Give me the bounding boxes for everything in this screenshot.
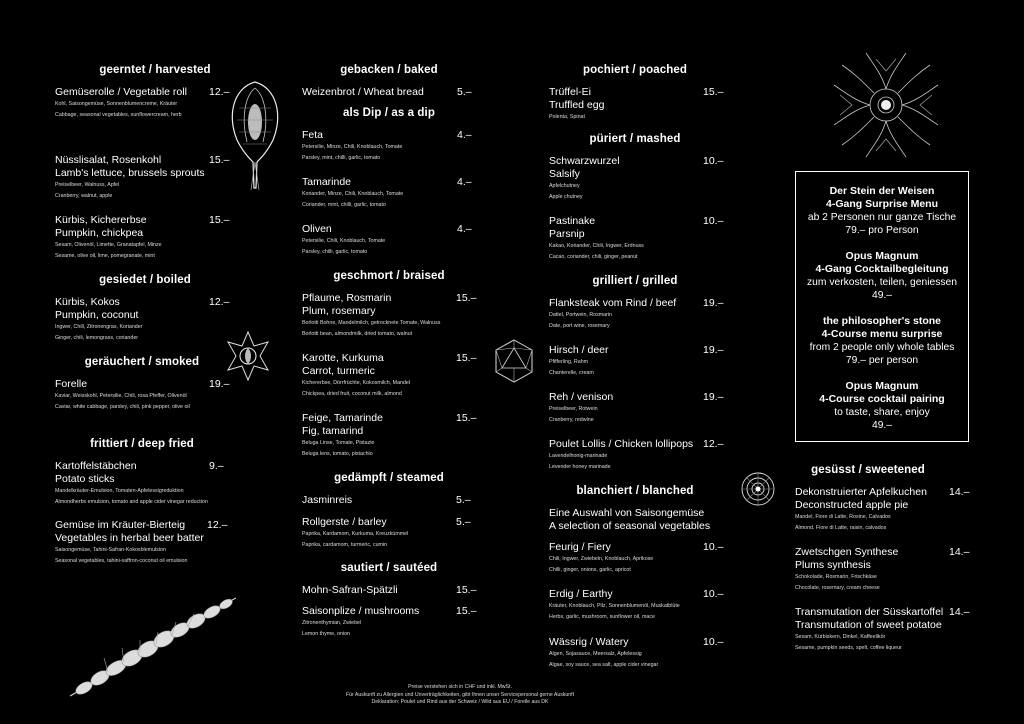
menu-item: Gemüse im Kräuter-Bierteig Vegetables in herbal beer batter Saisongemüse, Tahini-Safran-Kokosblemulsion Seasonal vegetables, tahini-saffron-coconut oil emulsion 12.– <box>55 519 228 564</box>
section-title-deep-fried: frittiert / deep fried <box>90 438 194 450</box>
price: 15.– <box>703 86 724 98</box>
menu-item: Nüsslisalat, Rosenkohl Lamb's lettuce, brussels sprouts Preiselbeer, Walnuss, Apfel Cranberry, walnut, apple 15.– <box>55 154 230 199</box>
menu-item: Hirsch / deer Pfifferling, Rahm Chanterelle, cream 19.– <box>549 344 724 376</box>
menu-item: Jasminreis 5.– <box>302 494 471 506</box>
price: 15.– <box>456 352 477 364</box>
section-title-smoked: geräuchert / smoked <box>84 356 200 368</box>
section-title-mashed: püriert / mashed <box>589 133 681 145</box>
price: 10.– <box>703 636 724 648</box>
section-title-poached: pochiert / poached <box>582 64 688 76</box>
bivalve-shell-icon <box>225 78 285 196</box>
section-title-boiled: gesiedet / boiled <box>99 274 191 286</box>
price: 14.– <box>949 486 970 498</box>
price: 19.– <box>209 378 230 390</box>
menu-item: Kürbis, Kokos Pumpkin, coconut Ingwer, Chili, Zitronengras, Koriander Ginger, chili, lemongrass, coriander 12.– <box>55 296 230 341</box>
section-title-steamed: gedämpft / steamed <box>334 472 444 484</box>
price: 10.– <box>703 541 724 553</box>
section-title-sweetened: gesüsst / sweetened <box>811 464 925 476</box>
price: 15.– <box>456 412 477 424</box>
menu-item: Pastinake Parsnip Kakao, Koriander, Chili, Ingwer, Erdnuss Cacao, coriander, chili, ginger, peanut 10.– <box>549 215 724 260</box>
radiolarian-icon <box>826 45 946 165</box>
price: 5.– <box>456 516 471 528</box>
menu-item: Wässrig / Watery Algen, Sojasauce, Meersalz, Apfelessig Algae, soy sauce, sea salt, apple cider vinegar 10.– <box>549 636 724 668</box>
section-title-sauteed: sautiert / sautéed <box>340 562 438 574</box>
spiral-shell-icon <box>739 470 777 508</box>
footer-notes <box>300 684 620 707</box>
price: 15.– <box>209 154 230 166</box>
surprise-menu-box: Der Stein der Weisen 4-Gang Surprise Menu ab 2 Personen nur ganze Tische 79.– pro Person Opus Magnum 4-Gang Cocktailbegleitung zum verkosten, teilen, geniessen 49.– the philosopher's stone 4-Course menu surprise from 2 people only whole tables 79.– per person Opus Magnum 4-Course cocktail pairing to taste, share, enjoy 49.– <box>795 171 969 442</box>
menu-item: Mohn-Safran-Spätzli 15.– <box>302 584 477 596</box>
menu-item: Saisonplize / mushrooms Zitronenthymian, Zwiebel Lemon thyme, onion 15.– <box>302 605 477 637</box>
price: 15.– <box>456 584 477 596</box>
blanched-intro: Eine Auswahl von Saisongemüse A selection of seasonal vegetables <box>549 507 711 532</box>
menu-item: Rollgerste / barley Paprika, Kardamom, Kurkuma, Kreuzkümmel Paprika, cardamom, turmeric, cumin 5.– <box>302 516 471 548</box>
price: 19.– <box>703 344 724 356</box>
price: 9.– <box>209 460 224 472</box>
price: 5.– <box>456 494 471 506</box>
coral-branch-icon <box>62 592 242 702</box>
menu-item: Transmutation der Süsskartoffel Transmutation of sweet potatoe Sesam, Kürbiskern, Dinkel, Kaffeelikör Sesame, pumpkin seeds, spelt, coffee liqueur 14.– <box>795 606 970 651</box>
footer-line: Preise verstehen sich in CHF und inkl. MwSt. <box>408 684 512 690</box>
menu-item: Poulet Lollis / Chicken lollipops Lavendelhonig-marinade Levender honey marinade 12.– <box>549 438 724 470</box>
polyhedron-icon <box>492 338 536 384</box>
price: 15.– <box>209 214 230 226</box>
price: 15.– <box>456 605 477 617</box>
price: 12.– <box>207 519 228 531</box>
price: 4.– <box>457 176 472 188</box>
price: 15.– <box>456 292 477 304</box>
menu-item: Weizenbrot / Wheat bread 5.– <box>302 86 472 98</box>
menu-item: Feurig / Fiery Chili, Ingwer, Zwiebeln, Knoblauch, Aprikose Chilli, ginger, onions, garlic, apricot 10.– <box>549 541 724 573</box>
menu-item: Gemüserolle / Vegetable roll Kohl, Saisongemüse, Sonnenblumencreme, Kräuter Cabbage, seasonal vegetables, sunflowercream, herb 12.– <box>55 86 230 118</box>
star-shell-icon <box>224 328 272 384</box>
menu-item: Oliven Petersilie, Chili, Knoblauch, Tomate Parsley, chilli, garlic, tomato 4.– <box>302 223 472 255</box>
menu-item: Schwarzwurzel Salsify Apfelchutney Apple chutney 10.– <box>549 155 724 200</box>
price: 12.– <box>209 296 230 308</box>
price: 19.– <box>703 391 724 403</box>
menu-item: Forelle Kaviar, Weisskohl, Petersilie, Chili, rosa Pfeffer, Olivenöl Caviar, white cabbage, parsley, chili, pink pepper, olive oil 19.– <box>55 378 230 410</box>
section-title-harvested: geerntet / harvested <box>99 64 211 76</box>
section-title-baked: gebacken / baked <box>340 64 438 76</box>
price: 5.– <box>457 86 472 98</box>
price: 14.– <box>949 546 970 558</box>
price: 12.– <box>703 438 724 450</box>
menu-item: Dekonstruierter Apfelkuchen Deconstructed apple pie Mandel, Fiore di Latte, Rosine, Calvados Almond, Fiore di Latte, raisin, calvados 14.– <box>795 486 970 531</box>
menu-item: Trüffel-Ei Truffled egg Polenta, Spinat 15.– <box>549 86 724 120</box>
menu-item: Flanksteak vom Rind / beef Dattel, Portwein, Rosmarin Date, port wine, rosemary 19.– <box>549 297 724 329</box>
menu-item: Kürbis, Kichererbse Pumpkin, chickpea Sesam, Olivenöl, Limette, Granatapfel, Minze Sesame, olive oil, lime, pomegranate, mint 15.– <box>55 214 230 259</box>
price: 4.– <box>457 223 472 235</box>
menu-item: Pflaume, Rosmarin Plum, rosemary Borlotti Bohne, Mandelmilch, getrocknete Tomate, Walnuss Borlotti bean, almondmilk, dried tomato, walnut 15.– <box>302 292 477 337</box>
price: 10.– <box>703 588 724 600</box>
section-title-grilled: grilliert / grilled <box>592 275 678 287</box>
menu-item: Zwetschgen Synthese Plums synthesis Schokolade, Rosmarin, Frischkäse Chocolate, rosemary, cream cheese 14.– <box>795 546 970 591</box>
price: 12.– <box>209 86 230 98</box>
footer-line: Deklaration: Poulet und Rind aus der Schweiz / Wild aus EU / Forelle aus DK <box>371 699 549 705</box>
section-title-braised: geschmort / braised <box>333 270 445 282</box>
price: 19.– <box>703 297 724 309</box>
section-title-blanched: blanchiert / blanched <box>576 485 694 497</box>
menu-item: Reh / venison Preiselbeer, Rotwein Cranberry, redwine 19.– <box>549 391 724 423</box>
price: 10.– <box>703 215 724 227</box>
menu-item: Karotte, Kurkuma Carrot, turmeric Kichererbse, Dörrfrüchte, Kokosmilch, Mandel Chickpea, dried fruit, coconut milk, almond 15.– <box>302 352 477 397</box>
price: 10.– <box>703 155 724 167</box>
footer-line: Für Auskunft zu Allergien und Unverträglichkeiten, gibt Ihnen unser Servicepersonal gerne Auskunft <box>345 691 575 698</box>
menu-item: Kartoffelstäbchen Potato sticks Mandelkräuter-Emulsion, Tomaten-Apfelessigreduktion Almondherbs emulsion, tomato and apple cider vinegar reduction 9.– <box>55 460 224 505</box>
price: 14.– <box>949 606 970 618</box>
menu-item: Tamarinde Koriander, Minze, Chili, Knoblauch, Tomate Coriander, mint, chilli, garlic, tomato 4.– <box>302 176 472 208</box>
price: 4.– <box>457 129 472 141</box>
section-title-dip: als Dip / as a dip <box>343 107 435 119</box>
menu-item: Feige, Tamarinde Fig, tamarind Beluga Linse, Tomate, Pistazie Beluga lens, tomato, pistachio 15.– <box>302 412 477 457</box>
menu-item: Erdig / Earthy Kräuter, Knoblauch, Pilz, Sonnenblumenöl, Muskatblüte Herbs, garlic, mushroom, sunflower oil, mace 10.– <box>549 588 724 620</box>
menu-item: Feta Petersilie, Minze, Chili, Knoblauch, Tomate Parsley, mint, chilli, garlic, tomato 4.– <box>302 129 472 161</box>
